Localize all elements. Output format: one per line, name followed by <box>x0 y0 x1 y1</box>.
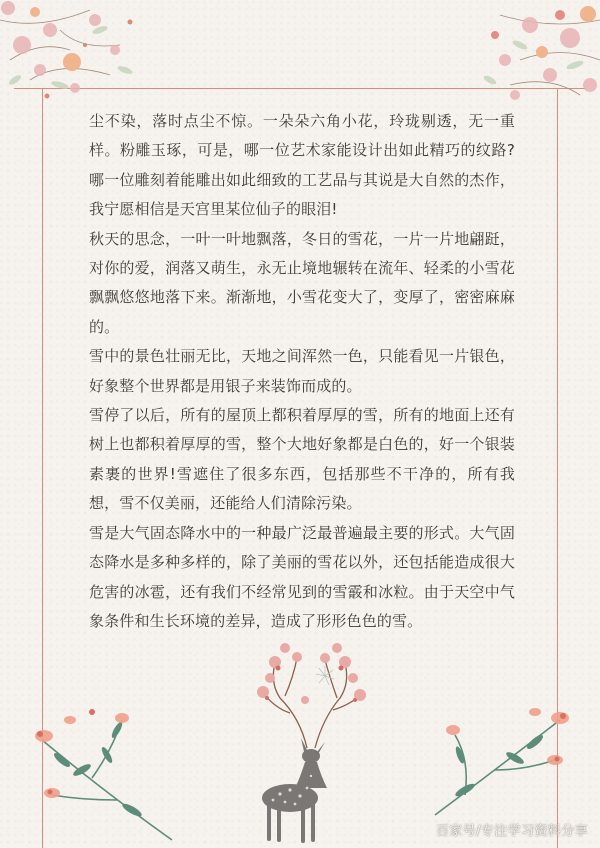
paragraph-5: 雪是大气固态降水中的一种最广泛最普遍最主要的形式。大气固态降水是多种多样的，除了美丽的雪花以外，还包括能造成很大危害的冰雹，还有我们不经常见到的雪霰和冰粒。由于天空中气象条件和生长环境的差异，造成了形形色色的雪。 <box>89 523 515 630</box>
branch-bottom-left-icon <box>22 700 182 848</box>
branch-bottom-right-icon <box>425 700 575 820</box>
article-body <box>89 107 515 636</box>
paragraph-4: 雪停了以后，所有的屋顶上都积着厚厚的雪，所有的地面上还有树上也都积着厚厚的雪，整个大地好象都是白色的，好一个银装素裹的世界!雪遮住了很多东西，包括那些不干净的，所有我想，雪不仅美丽，还能给人们清除污染。 <box>89 406 515 513</box>
floral-top-left-icon <box>0 0 160 110</box>
paragraph-3: 雪中的景色壮丽无比，天地之间浑然一色，只能看见一片银色，好象整个世界都是用银子来装饰而成的。 <box>89 347 515 395</box>
source-watermark: 百家号/专注学习资料分享 <box>435 824 588 839</box>
paragraph-2: 秋天的思念，一叶一叶地飘落，冬日的雪花，一片一片地翩跹，对你的爱，润落又萌生，永无止境地辗转在流年、轻柔的小雪花飘飘悠悠地落下来。渐渐地，小雪花变大了，变厚了，密密麻麻的。 <box>89 229 515 336</box>
floral-top-right-icon <box>460 0 600 110</box>
deer-illustration-icon <box>245 638 375 848</box>
paragraph-1: 尘不染，落时点尘不惊。一朵朵六角小花，玲珑剔透，无一重样。粉雕玉琢，可是，哪一位艺术家能设计出如此精巧的纹路?哪一位雕刻着能雕出如此细致的工艺品与其说是大自然的杰作，我宁愿相信是天宫里某位仙子的眼泪! <box>89 112 515 219</box>
